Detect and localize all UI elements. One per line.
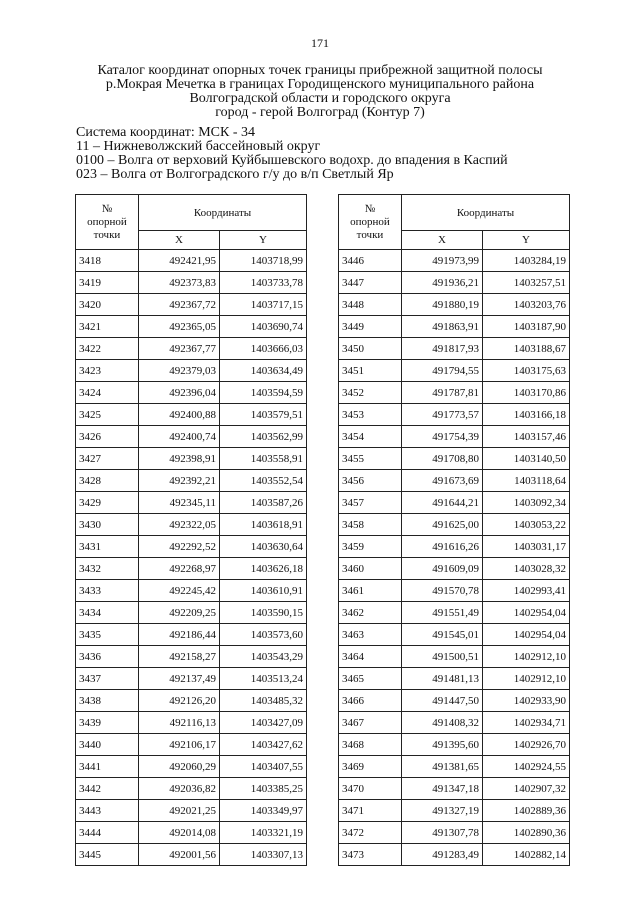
point-number-cell: 3444 [76, 822, 139, 844]
y-coordinate-cell: 1403053,22 [483, 514, 570, 536]
y-coordinate-cell: 1403157,46 [483, 426, 570, 448]
point-number-cell: 3459 [339, 536, 402, 558]
point-number-cell: 3473 [339, 844, 402, 866]
y-coordinate-cell: 1403307,13 [220, 844, 307, 866]
y-coordinate-cell: 1403618,91 [220, 514, 307, 536]
y-coordinate-cell: 1402907,32 [483, 778, 570, 800]
x-coordinate-cell: 492268,97 [139, 558, 220, 580]
point-number-cell: 3469 [339, 756, 402, 778]
y-coordinate-cell: 1403166,18 [483, 404, 570, 426]
x-coordinate-cell: 491817,93 [402, 338, 483, 360]
point-number-cell: 3465 [339, 668, 402, 690]
y-coordinate-cell: 1402882,14 [483, 844, 570, 866]
table-row [76, 382, 307, 404]
y-coordinate-cell: 1403485,32 [220, 690, 307, 712]
y-coordinate-cell: 1403543,29 [220, 646, 307, 668]
point-number-cell: 3466 [339, 690, 402, 712]
title-line: Каталог координат опорных точек границы прибрежной защитной полосы [97, 63, 543, 78]
x-coordinate-cell: 491570,78 [402, 580, 483, 602]
y-coordinate-cell: 1403203,76 [483, 294, 570, 316]
table-body [339, 250, 570, 866]
table-row [339, 756, 570, 778]
y-coordinate-cell: 1402912,10 [483, 668, 570, 690]
point-number-cell: 3472 [339, 822, 402, 844]
x-coordinate-cell: 492209,25 [139, 602, 220, 624]
table-row [339, 272, 570, 294]
x-coordinate-cell: 491625,00 [402, 514, 483, 536]
y-coordinate-cell: 1403587,26 [220, 492, 307, 514]
point-header-line: № [364, 202, 376, 215]
table-row [339, 250, 570, 272]
table-row [76, 624, 307, 646]
point-number-cell: 3448 [339, 294, 402, 316]
y-coordinate-cell: 1402924,55 [483, 756, 570, 778]
table-row [76, 580, 307, 602]
y-coordinate-cell: 1402889,36 [483, 800, 570, 822]
x-coordinate-cell: 492001,56 [139, 844, 220, 866]
table-row [76, 646, 307, 668]
y-coordinate-cell: 1403385,25 [220, 778, 307, 800]
x-coordinate-cell: 492245,42 [139, 580, 220, 602]
x-coordinate-cell: 492322,05 [139, 514, 220, 536]
table-row [339, 338, 570, 360]
table-row [339, 800, 570, 822]
table-row [339, 624, 570, 646]
table-row [76, 822, 307, 844]
x-coordinate-cell: 491381,65 [402, 756, 483, 778]
table-row [339, 712, 570, 734]
point-number-cell: 3440 [76, 734, 139, 756]
point-number-cell: 3433 [76, 580, 139, 602]
y-coordinate-cell: 1402912,10 [483, 646, 570, 668]
table-row [339, 690, 570, 712]
point-number-cell: 3432 [76, 558, 139, 580]
point-number-cell: 3418 [76, 250, 139, 272]
point-number-cell: 3470 [339, 778, 402, 800]
y-coordinate-cell: 1403031,17 [483, 536, 570, 558]
y-coordinate-cell: 1403257,51 [483, 272, 570, 294]
x-coordinate-cell: 492396,04 [139, 382, 220, 404]
table-row [339, 778, 570, 800]
meta-line: Система координат: МСК - 34 [76, 125, 256, 140]
title-line: город - герой Волгоград (Контур 7) [215, 105, 425, 120]
page-number: 171 [311, 36, 329, 50]
x-coordinate-cell: 491347,18 [402, 778, 483, 800]
x-coordinate-cell: 491545,01 [402, 624, 483, 646]
table-row [339, 404, 570, 426]
x-coordinate-cell: 492373,83 [139, 272, 220, 294]
x-coordinate-cell: 491327,19 [402, 800, 483, 822]
y-coordinate-cell: 1403427,62 [220, 734, 307, 756]
y-header: Y [220, 231, 307, 250]
point-number-cell: 3452 [339, 382, 402, 404]
x-coordinate-cell: 492367,77 [139, 338, 220, 360]
table-row [339, 448, 570, 470]
y-coordinate-cell: 1403579,51 [220, 404, 307, 426]
point-number-cell: 3453 [339, 404, 402, 426]
x-coordinate-cell: 491863,91 [402, 316, 483, 338]
point-number-cell: 3438 [76, 690, 139, 712]
point-number-cell: 3450 [339, 338, 402, 360]
point-number-cell: 3442 [76, 778, 139, 800]
y-coordinate-cell: 1402933,90 [483, 690, 570, 712]
table-row [76, 360, 307, 382]
table-row [339, 492, 570, 514]
point-header-line: № [101, 202, 113, 215]
table-row [76, 756, 307, 778]
table-row [76, 536, 307, 558]
table-row [76, 294, 307, 316]
y-header: Y [483, 231, 570, 250]
table-row [339, 602, 570, 624]
point-number-cell: 3468 [339, 734, 402, 756]
x-coordinate-cell: 491447,50 [402, 690, 483, 712]
y-coordinate-cell: 1403634,49 [220, 360, 307, 382]
point-header-line: опорной [87, 215, 127, 228]
x-coordinate-cell: 491754,39 [402, 426, 483, 448]
y-coordinate-cell: 1403188,67 [483, 338, 570, 360]
table-row [339, 360, 570, 382]
x-coordinate-cell: 491673,69 [402, 470, 483, 492]
coordinates-table-right [338, 194, 570, 866]
x-coordinate-cell: 491644,21 [402, 492, 483, 514]
point-number-cell: 3471 [339, 800, 402, 822]
point-number-cell: 3454 [339, 426, 402, 448]
table-row [339, 646, 570, 668]
y-coordinate-cell: 1403513,24 [220, 668, 307, 690]
y-coordinate-cell: 1402954,04 [483, 602, 570, 624]
y-coordinate-cell: 1403666,03 [220, 338, 307, 360]
table-row [339, 316, 570, 338]
table-row [339, 382, 570, 404]
point-number-cell: 3425 [76, 404, 139, 426]
meta-line: 0100 – Волга от верховий Куйбышевского водохр. до впадения в Каспий [76, 153, 508, 168]
title-line: Волгоградской области и городского округа [189, 91, 451, 106]
table-row [76, 778, 307, 800]
x-coordinate-cell: 492392,21 [139, 470, 220, 492]
x-coordinate-cell: 491773,57 [402, 404, 483, 426]
y-coordinate-cell: 1402934,71 [483, 712, 570, 734]
point-number-cell: 3443 [76, 800, 139, 822]
x-coordinate-cell: 491973,99 [402, 250, 483, 272]
table-row [76, 734, 307, 756]
meta-line: 11 – Нижневолжский бассейновый округ [76, 139, 321, 154]
point-number-cell: 3462 [339, 602, 402, 624]
point-number-cell: 3451 [339, 360, 402, 382]
table-row [339, 294, 570, 316]
x-coordinate-cell: 491481,13 [402, 668, 483, 690]
table-row [76, 668, 307, 690]
coordinates-header: Координаты [402, 195, 570, 231]
point-header-line: точки [93, 228, 121, 241]
y-coordinate-cell: 1403349,97 [220, 800, 307, 822]
y-coordinate-cell: 1403407,55 [220, 756, 307, 778]
y-coordinate-cell: 1403187,90 [483, 316, 570, 338]
point-number-cell: 3431 [76, 536, 139, 558]
coordinate-system-info [76, 126, 596, 182]
x-coordinate-cell: 492137,49 [139, 668, 220, 690]
table-row [76, 272, 307, 294]
y-coordinate-cell: 1403690,74 [220, 316, 307, 338]
point-number-cell: 3464 [339, 646, 402, 668]
y-coordinate-cell: 1403733,78 [220, 272, 307, 294]
point-number-cell: 3457 [339, 492, 402, 514]
point-number-cell: 3427 [76, 448, 139, 470]
x-coordinate-cell: 491395,60 [402, 734, 483, 756]
point-number-cell: 3423 [76, 360, 139, 382]
table-row [76, 800, 307, 822]
point-number-cell: 3455 [339, 448, 402, 470]
point-number-cell: 3446 [339, 250, 402, 272]
table-row [76, 250, 307, 272]
y-coordinate-cell: 1403562,99 [220, 426, 307, 448]
table-row [76, 316, 307, 338]
y-coordinate-cell: 1403092,34 [483, 492, 570, 514]
x-header: X [139, 231, 220, 250]
point-number-cell: 3461 [339, 580, 402, 602]
point-number-cell: 3434 [76, 602, 139, 624]
point-number-cell: 3426 [76, 426, 139, 448]
coordinates-header: Координаты [139, 195, 307, 231]
table-row [76, 712, 307, 734]
table-row [76, 404, 307, 426]
x-coordinate-cell: 492421,95 [139, 250, 220, 272]
point-number-cell: 3429 [76, 492, 139, 514]
x-coordinate-cell: 492126,20 [139, 690, 220, 712]
table-row [76, 338, 307, 360]
y-coordinate-cell: 1403175,63 [483, 360, 570, 382]
x-coordinate-cell: 492158,27 [139, 646, 220, 668]
y-coordinate-cell: 1403558,91 [220, 448, 307, 470]
y-coordinate-cell: 1403573,60 [220, 624, 307, 646]
y-coordinate-cell: 1403321,19 [220, 822, 307, 844]
y-coordinate-cell: 1402890,36 [483, 822, 570, 844]
point-number-cell: 3435 [76, 624, 139, 646]
point-number-cell: 3463 [339, 624, 402, 646]
y-coordinate-cell: 1403170,86 [483, 382, 570, 404]
x-coordinate-cell: 491880,19 [402, 294, 483, 316]
x-coordinate-cell: 492345,11 [139, 492, 220, 514]
y-coordinate-cell: 1403594,59 [220, 382, 307, 404]
table-row [339, 536, 570, 558]
x-coordinate-cell: 492106,17 [139, 734, 220, 756]
y-coordinate-cell: 1403140,50 [483, 448, 570, 470]
y-coordinate-cell: 1402993,41 [483, 580, 570, 602]
table-row [76, 426, 307, 448]
point-number-cell: 3420 [76, 294, 139, 316]
coordinates-table-left [75, 194, 307, 866]
point-number-cell: 3428 [76, 470, 139, 492]
point-number-cell: 3456 [339, 470, 402, 492]
x-coordinate-cell: 492292,52 [139, 536, 220, 558]
point-number-cell: 3421 [76, 316, 139, 338]
x-coordinate-cell: 492400,74 [139, 426, 220, 448]
x-coordinate-cell: 492398,91 [139, 448, 220, 470]
y-coordinate-cell: 1403717,15 [220, 294, 307, 316]
point-number-cell: 3445 [76, 844, 139, 866]
x-coordinate-cell: 492367,72 [139, 294, 220, 316]
table-row [76, 470, 307, 492]
point-number-cell: 3422 [76, 338, 139, 360]
x-coordinate-cell: 491936,21 [402, 272, 483, 294]
point-number-cell: 3439 [76, 712, 139, 734]
x-coordinate-cell: 491500,51 [402, 646, 483, 668]
table-row [339, 558, 570, 580]
point-number-cell: 3467 [339, 712, 402, 734]
table-row [339, 470, 570, 492]
y-coordinate-cell: 1402926,70 [483, 734, 570, 756]
point-header-line: точки [356, 228, 384, 241]
point-number-cell: 3436 [76, 646, 139, 668]
meta-line: 023 – Волга от Волгоградского г/у до в/п Светлый Яр [76, 167, 394, 182]
point-number-cell: 3460 [339, 558, 402, 580]
table-row [339, 580, 570, 602]
table-row [76, 448, 307, 470]
y-coordinate-cell: 1403284,19 [483, 250, 570, 272]
point-number-cell: 3430 [76, 514, 139, 536]
document-title [60, 64, 580, 120]
table-row [339, 514, 570, 536]
y-coordinate-cell: 1403028,32 [483, 558, 570, 580]
table-row [339, 668, 570, 690]
table-row [76, 492, 307, 514]
x-coordinate-cell: 491551,49 [402, 602, 483, 624]
title-line: р.Мокрая Мечетка в границах Городищенского муниципального района [105, 77, 535, 92]
point-number-cell: 3441 [76, 756, 139, 778]
x-coordinate-cell: 492365,05 [139, 316, 220, 338]
table-row [76, 602, 307, 624]
x-coordinate-cell: 491307,78 [402, 822, 483, 844]
point-number-header [76, 195, 139, 250]
x-coordinate-cell: 492116,13 [139, 712, 220, 734]
x-coordinate-cell: 491609,09 [402, 558, 483, 580]
y-coordinate-cell: 1403552,54 [220, 470, 307, 492]
table-row [339, 734, 570, 756]
x-coordinate-cell: 491794,55 [402, 360, 483, 382]
x-coordinate-cell: 491408,32 [402, 712, 483, 734]
x-coordinate-cell: 492379,03 [139, 360, 220, 382]
point-header-line: опорной [350, 215, 390, 228]
x-coordinate-cell: 492060,29 [139, 756, 220, 778]
y-coordinate-cell: 1403630,64 [220, 536, 307, 558]
y-coordinate-cell: 1402954,04 [483, 624, 570, 646]
x-coordinate-cell: 492021,25 [139, 800, 220, 822]
table-row [339, 426, 570, 448]
table-body [76, 250, 307, 866]
y-coordinate-cell: 1403590,15 [220, 602, 307, 624]
point-number-header [339, 195, 402, 250]
y-coordinate-cell: 1403118,64 [483, 470, 570, 492]
y-coordinate-cell: 1403427,09 [220, 712, 307, 734]
point-number-cell: 3419 [76, 272, 139, 294]
point-number-cell: 3424 [76, 382, 139, 404]
y-coordinate-cell: 1403626,18 [220, 558, 307, 580]
x-coordinate-cell: 491708,80 [402, 448, 483, 470]
x-coordinate-cell: 491283,49 [402, 844, 483, 866]
table-row [339, 822, 570, 844]
point-number-cell: 3449 [339, 316, 402, 338]
x-coordinate-cell: 491787,81 [402, 382, 483, 404]
y-coordinate-cell: 1403718,99 [220, 250, 307, 272]
table-row [76, 844, 307, 866]
x-coordinate-cell: 492186,44 [139, 624, 220, 646]
x-coordinate-cell: 492036,82 [139, 778, 220, 800]
point-number-cell: 3447 [339, 272, 402, 294]
x-header: X [402, 231, 483, 250]
table-row [76, 558, 307, 580]
table-row [76, 690, 307, 712]
x-coordinate-cell: 492400,88 [139, 404, 220, 426]
table-row [76, 514, 307, 536]
table-row [339, 844, 570, 866]
point-number-cell: 3437 [76, 668, 139, 690]
x-coordinate-cell: 491616,26 [402, 536, 483, 558]
y-coordinate-cell: 1403610,91 [220, 580, 307, 602]
x-coordinate-cell: 492014,08 [139, 822, 220, 844]
point-number-cell: 3458 [339, 514, 402, 536]
